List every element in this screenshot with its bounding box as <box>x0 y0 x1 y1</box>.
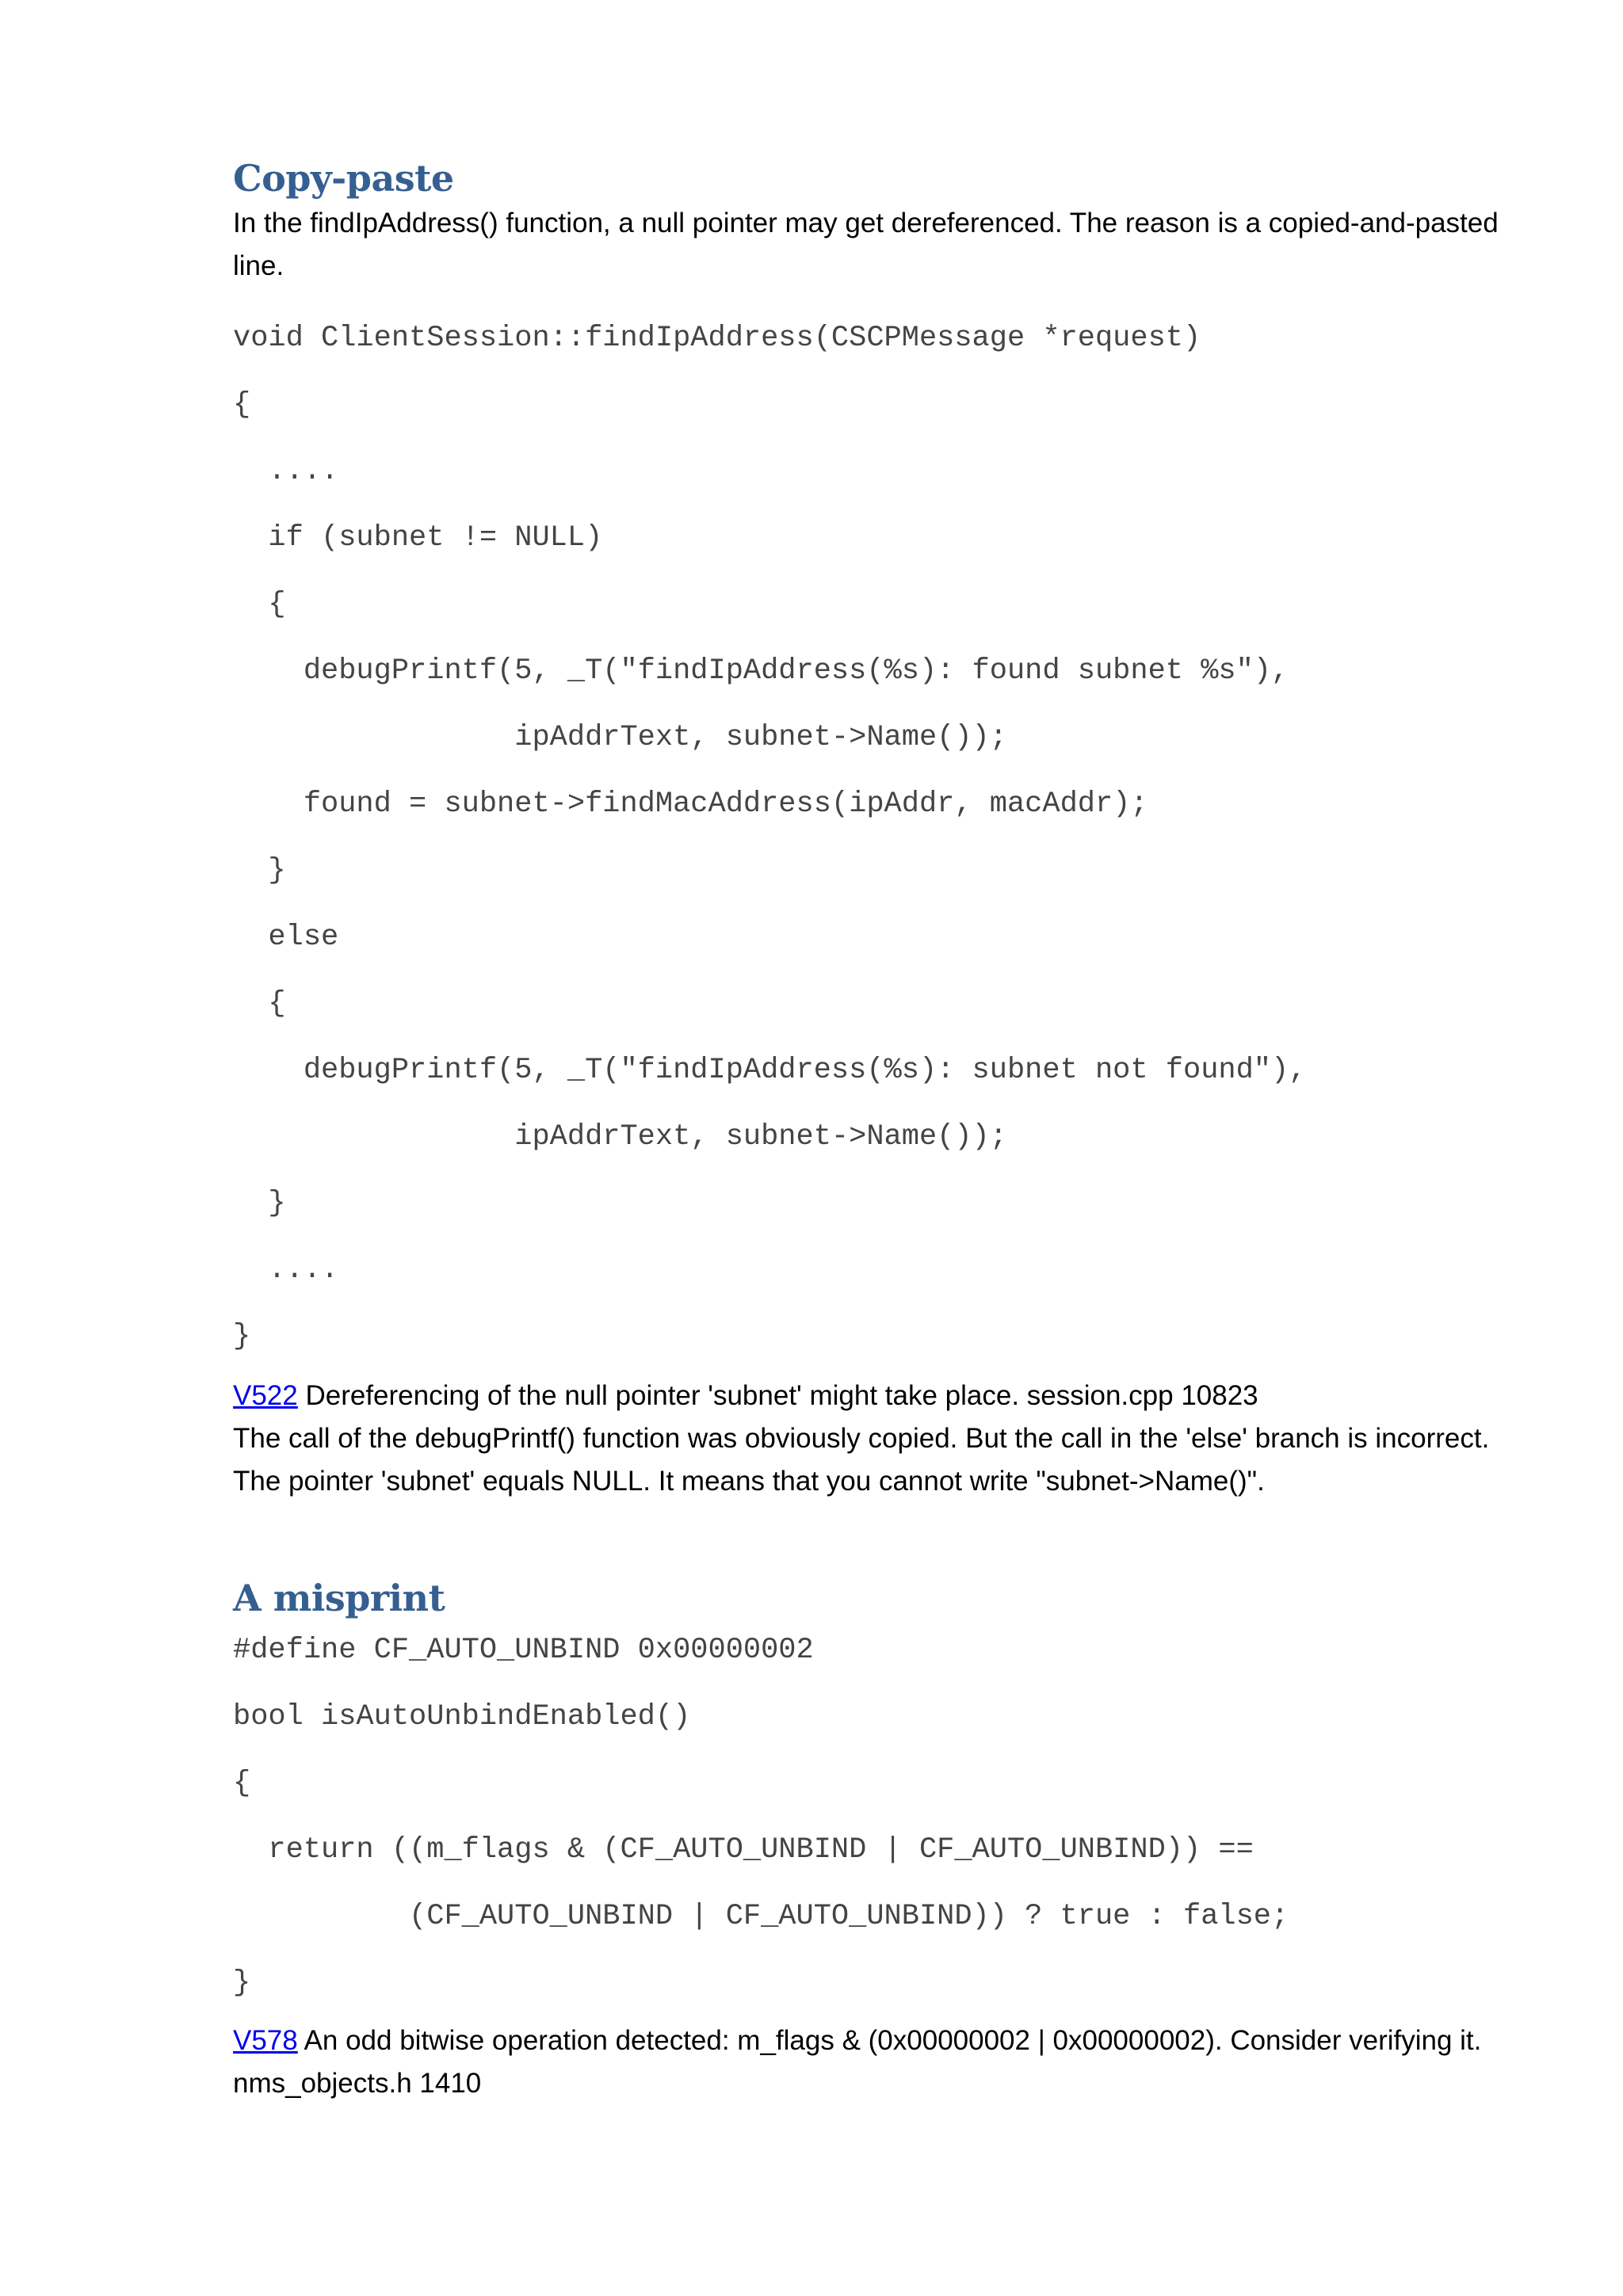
code-line: ipAddrText, subnet->Name()); <box>233 721 1007 754</box>
code-line: #define CF_AUTO_UNBIND 0x00000002 <box>233 1634 814 1667</box>
code-line: { <box>233 588 286 621</box>
diagnostic-link-v522[interactable]: V522 <box>233 1380 298 1411</box>
code-line: found = subnet->findMacAddress(ipAddr, macAddr); <box>233 788 1148 821</box>
diagnostic-message: Dereferencing of the null pointer 'subnet' might take place. session.cpp 10823 <box>297 1380 1258 1411</box>
code-block-find-ip-address <box>233 305 1512 1370</box>
code-line: { <box>233 1767 251 1800</box>
diagnostic-link-v578[interactable]: V578 <box>233 2025 298 2056</box>
explanation-paragraph: The call of the debugPrintf() function was obviously copied. But the call in the 'else' branch is incorrect. The pointer 'subnet' equals NULL. It means that you cannot write "subnet->Name()". <box>233 1423 1490 1497</box>
code-line: void ClientSession::findIpAddress(CSCPMessage *request) <box>233 322 1201 355</box>
code-line: { <box>233 388 251 421</box>
code-line: { <box>233 987 286 1020</box>
section-heading-misprint: A misprint <box>233 1577 445 1619</box>
intro-paragraph: In the findIpAddress() function, a null pointer may get dereferenced. The reason is a copied-and-pasted line. <box>233 208 1499 281</box>
code-line: ipAddrText, subnet->Name()); <box>233 1120 1007 1154</box>
code-line: } <box>233 1320 251 1353</box>
section-heading-copy-paste: Copy-paste <box>233 157 454 200</box>
code-line: .... <box>233 1253 339 1287</box>
code-line: debugPrintf(5, _T("findIpAddress(%s): subnet not found"), <box>233 1054 1307 1087</box>
code-line: return ((m_flags & (CF_AUTO_UNBIND | CF_AUTO_UNBIND)) == <box>233 1833 1254 1867</box>
code-line: } <box>233 1187 286 1220</box>
code-line: else <box>233 921 339 954</box>
code-line: (CF_AUTO_UNBIND | CF_AUTO_UNBIND)) ? true : false; <box>233 1900 1289 1933</box>
diagnostic-message: An odd bitwise operation detected: m_flags & (0x00000002 | 0x00000002). Consider verifying it. nms_objects.h 1410 <box>233 2025 1482 2099</box>
diagnostic-v522 <box>233 1375 1512 1417</box>
code-line: debugPrintf(5, _T("findIpAddress(%s): found subnet %s"), <box>233 654 1289 688</box>
code-block-auto-unbind <box>233 1617 1512 2016</box>
code-line: if (subnet != NULL) <box>233 521 603 555</box>
code-line: } <box>233 854 286 887</box>
diagnostic-v578 <box>233 2019 1512 2105</box>
code-line: .... <box>233 455 339 488</box>
code-line: } <box>233 1966 251 2000</box>
code-line: bool isAutoUnbindEnabled() <box>233 1700 691 1733</box>
